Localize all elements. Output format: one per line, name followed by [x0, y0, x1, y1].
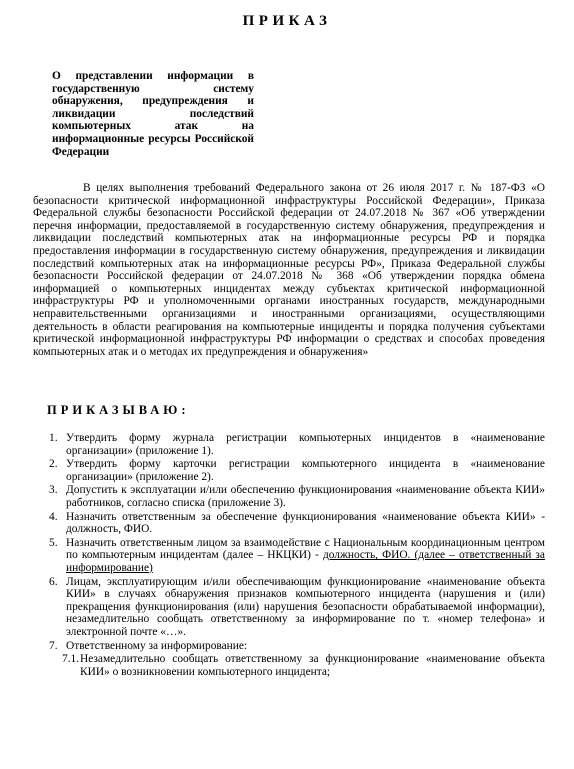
item-text: Ответственному за информирование:: [66, 639, 248, 652]
item-number: 3.: [49, 484, 58, 497]
item-text: Утвердить форму журнала регистрации компьютерных инцидентов в «наименование организации» (приложение 1).: [66, 432, 545, 457]
item-text: Лицам, эксплуатирующим и/или обеспечивающим функционирование «наименование объекта КИИ» в случаях обнаружения признаков компьютерного инцидента (нарушения и (или) прекращения функционирования (или) нарушения безопасности обрабатываемой информации), незамедлительно сообщать ответственному за информирование по т. «номер телефона» и электронной почте «…».: [66, 575, 545, 638]
order-item-4: [49, 511, 545, 536]
order-item-1: [49, 432, 545, 457]
order-item-6: [49, 576, 545, 639]
document-subject: О представлении информации в государственную систему обнаружения, предупреждения и ликвидации последствий компьютерных атак на информационные ресурсы Российской Федерации: [52, 70, 254, 158]
item-number: 6.: [49, 575, 58, 588]
order-subitem-7-1: [49, 653, 545, 678]
order-items-list: [49, 432, 545, 678]
preamble: [33, 182, 545, 358]
item-text: Назначить ответственным лицом за взаимодействие с Национальным координационным центром по компьютерным инцидентам (далее – НКЦКИ) -: [66, 536, 545, 562]
item-number: 2.: [49, 458, 58, 471]
subitem-text: Незамедлительно сообщать ответственному за функционирование «наименование объекта КИИ» о возникновении компьютерного инцидента;: [80, 653, 545, 678]
subitem-number: 7.1.: [62, 653, 80, 666]
item-number: 5.: [49, 536, 58, 549]
order-item-7: [49, 640, 545, 653]
item-text: Утвердить форму карточки регистрации компьютерного инцидента в «наименование организации» (приложение 2).: [66, 458, 545, 483]
document-title: ПРИКАЗ: [242, 13, 332, 29]
order-item-5: [49, 537, 545, 575]
item-number: 7.: [49, 639, 58, 652]
item-text: Допустить к эксплуатации и/или обеспечению функционирования «наименование объекта КИИ» работников, согласно списка (приложение 3).: [66, 484, 545, 509]
item-underlined-text: должность, ФИО. (далее – ответственный за информирование): [66, 549, 545, 574]
item-number: 4.: [49, 510, 58, 523]
order-heading: ПРИКАЗЫВАЮ:: [47, 403, 190, 417]
order-item-3: [49, 484, 545, 509]
preamble-text: В целях выполнения требований Федерального закона от 26 июля 2017 г. № 187-ФЗ «О безопасности критической информационной инфраструктуры Российской Федерации», Приказа Федеральной службы безопасности Российской федерации от 24.07.2018 № 367 «Об утверждении перечня информации, предоставляемой в государственную систему обнаружения, предупреждения и ликвидации последствий компьютерных атак на информационные ресурсы РФ и порядка предоставления информации в государственную систему обнаружения, предупреждения и ликвидации последствий компьютерных атак на информационные ресурсы РФ», Приказа Федеральной службы безопасности Российской федерации от 24.07.2018 № 368 «Об утверждении порядка обмена информацией о компьютерных инцидентах между субъектах критической информационной инфраструктуры РФ и уполномоченными органами иностранных государств, международными неправительственными организациями и иностранными организациями, осуществляющими деятельность в области реагирования на компьютерные инциденты и порядка получения субъектами критической информационной инфраструктуры РФ информации о средствах и способах проведения компьютерных атак и о методах их предупреждения и обнаружения»: [33, 182, 545, 358]
item-number: 1.: [49, 432, 58, 444]
item-text: Назначить ответственным за обеспечение функционирования «наименование объекта КИИ» - должность, ФИО.: [66, 510, 545, 536]
order-item-2: [49, 458, 545, 483]
